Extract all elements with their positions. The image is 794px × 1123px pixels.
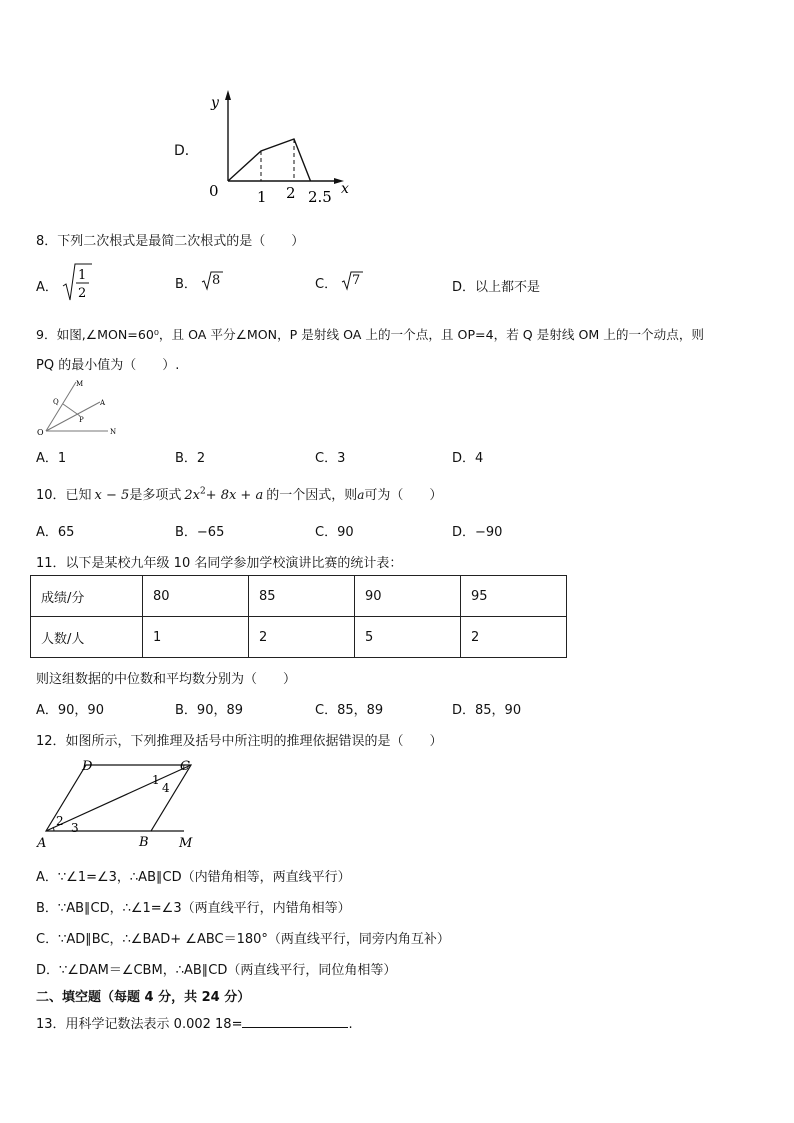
y-axis-label: y: [211, 95, 219, 111]
q9-option-d: D．4: [452, 451, 484, 466]
tick-label-1: 1: [257, 188, 267, 206]
q10-poly-b: + 8x + a: [205, 488, 264, 503]
q9-angle-figure: [36, 377, 126, 437]
vertex-B: B: [139, 835, 149, 850]
q13-stem: [36, 1013, 353, 1032]
label-M: M: [76, 380, 84, 388]
q10-poly-a: 2x: [184, 488, 200, 503]
vertex-M: M: [179, 836, 193, 851]
q12-stem: 12．如图所示，下列推理及括号中所注明的推理依据错误的是（ ）: [36, 734, 443, 749]
table-cell: 成绩/分: [31, 576, 143, 617]
option-d-label: D．: [174, 143, 199, 159]
q11-option-a: A．90，90: [36, 703, 104, 718]
q10-poly-exponent: 2: [199, 486, 206, 497]
table-cell: 2: [249, 617, 355, 658]
q10-prefix: 10．已知: [36, 488, 92, 503]
q8-option-a-label: A．: [36, 280, 58, 295]
q10-stem: [36, 484, 442, 503]
label-P: P: [79, 416, 84, 424]
q8-b-radicand: 8: [212, 273, 221, 288]
q11-stem: 11．以下是某校九年级 10 名同学参加学校演讲比赛的统计表：: [36, 556, 403, 571]
tick-label-2: 2: [286, 184, 296, 202]
table-row: [31, 617, 567, 658]
q9-option-c: C．3: [315, 451, 346, 466]
tick-label-2-5: 2.5: [308, 188, 332, 206]
q9-option-a: A．1: [36, 451, 67, 466]
q8-c-radicand: 7: [352, 273, 361, 288]
table-cell: 5: [355, 617, 461, 658]
table-row: [31, 576, 567, 617]
label-Q: Q: [53, 398, 59, 406]
q9-option-b: B．2: [175, 451, 206, 466]
q9-stem-line2: PQ 的最小值为（ ）.: [36, 358, 180, 373]
label-O: O: [37, 428, 44, 437]
q12-option-b: B．∵AB∥CD，∴∠1=∠3（两直线平行，内错角相等）: [36, 901, 351, 916]
q10-var: a: [357, 488, 365, 502]
vertex-C: C: [180, 759, 190, 774]
q12-option-d: D．∵∠DAM＝∠CBM，∴AB∥CD（两直线平行，同位角相等）: [36, 963, 397, 978]
graph-plot: [228, 139, 311, 181]
q11-question: 则这组数据的中位数和平均数分别为（ ）: [36, 672, 297, 687]
q11-option-c: C．85，89: [315, 703, 384, 718]
table-cell: 1: [143, 617, 249, 658]
q10-option-b: B．−65: [175, 525, 225, 540]
table-cell: 95: [461, 576, 567, 617]
q10-mid2: 的一个因式，则: [266, 488, 358, 503]
vertex-A: A: [37, 836, 47, 851]
graph-line: [228, 139, 311, 181]
angle-1: 1: [152, 773, 160, 787]
q9-stem-line1: 9．如图,∠MON=60⁰，且 OA 平分∠MON，P 是射线 OA 上的一个点，且 OP=4，若 Q 是射线 OM 上的一个动点，则: [36, 327, 705, 342]
q8-option-b-label: B．: [175, 277, 197, 292]
q10-mid: 是多项式: [129, 488, 182, 503]
q8-option-c-label: C．: [315, 277, 338, 292]
q10-option-c: C．90: [315, 525, 354, 540]
vertex-D: D: [82, 759, 93, 774]
angle-2: 2: [56, 814, 64, 828]
q13-answer-blank[interactable]: [242, 1015, 348, 1028]
q8-a-denominator: 2: [78, 286, 87, 301]
q12-option-a: A．∵∠1=∠3，∴AB∥CD（内错角相等，两直线平行）: [36, 870, 351, 885]
q10-option-a: A．65: [36, 525, 75, 540]
q11-option-b: B．90，89: [175, 703, 244, 718]
q11-option-d: D．85，90: [452, 703, 522, 718]
q8-option-c: [315, 273, 361, 292]
q8-stem: 8．下列二次根式是最简二次根式的是（ ）: [36, 234, 305, 249]
angle-3: 3: [71, 821, 79, 835]
q8-option-b: [175, 273, 221, 292]
table-cell: 90: [355, 576, 461, 617]
q11-stats-table: [30, 575, 567, 658]
table-cell: 80: [143, 576, 249, 617]
table-cell: 2: [461, 617, 567, 658]
table-cell: 85: [249, 576, 355, 617]
sqrt-fraction: [62, 262, 94, 304]
q10-option-d: D．−90: [452, 525, 503, 540]
angle-4: 4: [162, 781, 170, 795]
q13-end: .: [348, 1017, 353, 1032]
q10-suffix: 可为（ ）: [364, 488, 443, 503]
q13-text: 13．用科学记数法表示 0.002 18=: [36, 1017, 243, 1032]
q8-option-d: D．以上都不是: [452, 280, 541, 295]
label-N: N: [110, 428, 117, 436]
q10-factor: x − 5: [94, 488, 130, 503]
origin-label: 0: [209, 182, 219, 200]
q8-a-numerator: 1: [78, 268, 87, 283]
option-d-graph: [200, 88, 360, 208]
label-A: A: [100, 399, 106, 407]
q12-parallelogram-figure: [34, 756, 204, 852]
table-cell: 人数/人: [31, 617, 143, 658]
q12-option-c: C．∵AD∥BC，∴∠BAD+ ∠ABC＝180°（两直线平行，同旁内角互补）: [36, 932, 450, 947]
section-heading: 二、填空题（每题 4 分，共 24 分）: [36, 990, 251, 1005]
x-axis-label: x: [341, 181, 349, 197]
y-axis-arrow: [225, 90, 231, 100]
